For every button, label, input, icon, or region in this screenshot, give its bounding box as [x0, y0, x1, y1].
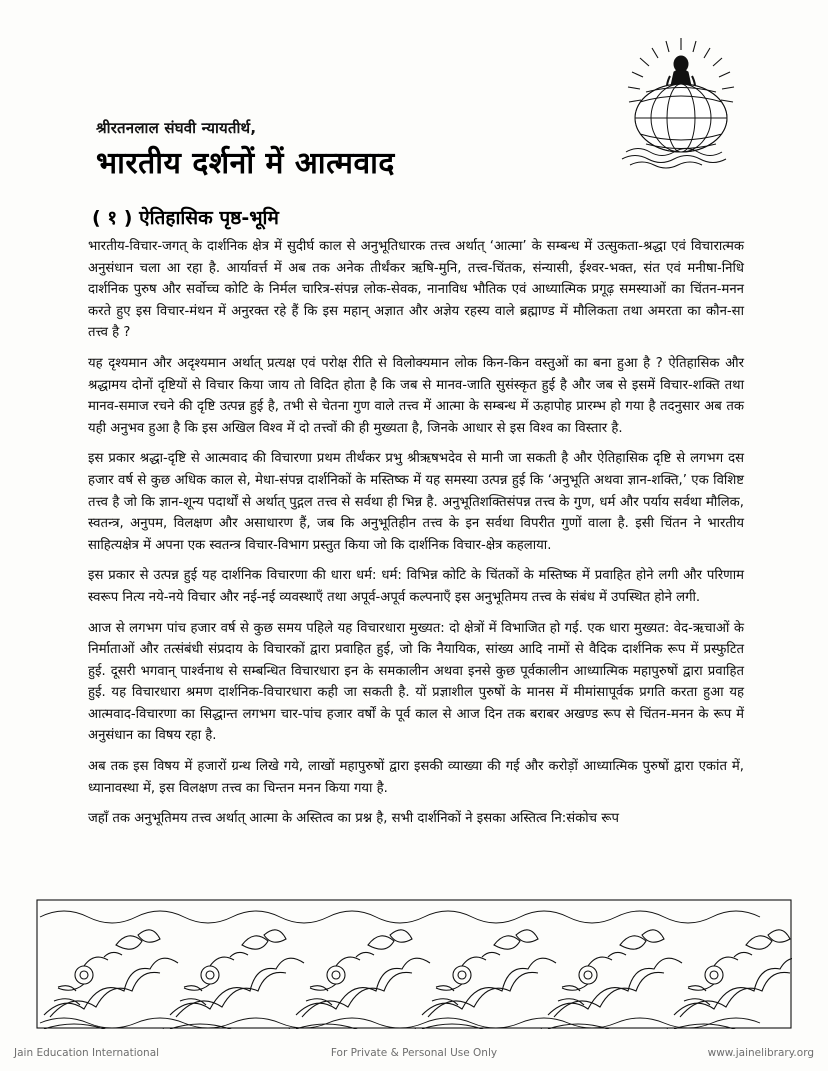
- paragraph: अब तक इस विषय में हजारों ग्रन्थ लिखे गये, लाखों महापुरुषों द्वारा इसकी व्याख्या की गई और करोड़ों आध्यात्मिक पुरुषों द्वारा एकांत में, ध्यानावस्था में, इस विलक्षण तत्त्व का चिन्तन मनन किया गया है.: [88, 759, 744, 796]
- paragraph: यह दृश्यमान और अदृश्यमान अर्थात् प्रत्यक्ष एवं परोक्ष रीति से विलोक्यमान लोक किन-किन वस्तुओं का बना हुआ है ? ऐतिहासिक और श्रद्धामय दोनों दृष्टियों से विचार किया जाय तो विदित होता है कि जब से मानव-जाति सुसंस्कृत हुई है और जब से इसमें विचार-शक्ति तथा मानव-समाज रचने की दृष्टि उत्पन्न हुई है, तभी से चेतना गुण वाले तत्त्व में आत्मा के सम्बन्ध में ऊहापोह प्रारम्भ हो गया है तदनुसार अब तक यही अनुभव हुआ है कि इस अखिल विश्व में दो तत्त्वों की ही मुख्यता है, जिनके आधार से इस विश्व का विस्तार है.: [88, 355, 744, 436]
- paragraph: भारतीय-विचार-जगत् के दार्शनिक क्षेत्र में सुदीर्घ काल से अनुभूतिधारक तत्त्व अर्थात् ‘आत्मा’ के सम्बन्ध में उत्सुकता-श्रद्धा एवं विचारात्मक अनुसंधान चला आ रहा है. आर्यावर्त्त में अब तक अनेक तीर्थंकर ऋषि-मुनि, तत्त्व-चिंतक, संन्यासी, ईश्वर-भक्त, संत एवं मनीषा-निधि दार्शनिक पुरुष और सर्वोच्च कोटि के निर्मल चारित्र-संपन्न लोक-सेवक, नानाविध भौतिक एवं आध्यात्मिक प्रगूढ़ समस्याओं का चिंतन-मनन करते हुए इस विचार-मंथन में अनुरक्त रहे हैं कि इस महान् अज्ञात और अज्ञेय रहस्य वाले ब्रह्माण्ड में मौलिकता तथा अमरता का कौन-सा तत्त्व है ?: [88, 239, 744, 341]
- page-title: भारतीय दर्शनों में आत्मवाद: [96, 146, 395, 181]
- footer-left: Jain Education International: [14, 1047, 160, 1059]
- floral-peacock-border-ornament: [36, 899, 792, 1029]
- paragraph: इस प्रकार श्रद्धा-दृष्टि से आत्मवाद की विचारणा प्रथम तीर्थंकर प्रभु श्रीऋषभदेव से मानी जा सकती है और ऐतिहासिक दृष्टि से लगभग दस हजार वर्ष से कुछ अधिक काल से, मेधा-संपन्न दार्शनिकों के मस्तिष्क में यह समस्या उत्पन्न हुई कि ‘अनुभूति अथवा ज्ञान-शक्ति,’ एक विशिष्ट तत्त्व है जो कि ज्ञान-शून्य पदार्थों से अर्थात् पुद्गल तत्त्व से सर्वथा ही भिन्न है. अनुभूतिशक्तिसंपन्न तत्त्व के गुण, धर्म और पर्याय सर्वथा मौलिक, स्वतन्त्र, अनुपम, विलक्षण और असाधारण हैं, जब कि अनुभूतिहीन तत्त्व के इन सर्वथा विपरीत गुणों वाला है. इसी चिंतन ने भारतीय साहित्यक्षेत्र में अपना एक स्वतन्त्र विचार-विभाग प्रस्तुत किया जो कि दार्शनिक विचार-क्षेत्र कहलाया.: [88, 451, 744, 553]
- jain-siddhashila-globe-emblem: [596, 34, 766, 169]
- paragraph: जहाँ तक अनुभूतिमय तत्त्व अर्थात् आत्मा के अस्तित्व का प्रश्न है, सभी दार्शनिकों ने इसका अस्तित्व नि:संकोच रूप: [88, 811, 619, 827]
- page-footer: [0, 1043, 828, 1063]
- paragraph: इस प्रकार से उत्पन्न हुई यह दार्शनिक विचारणा की धारा धर्म: धर्म: विभिन्न कोटि के चिंतकों के मस्तिष्क में प्रवाहित होने लगी और परिणाम स्वरूप नित्य नये-नये विचार और नई-नई व्यवस्थाएँ तथा अपूर्व-अपूर्व कल्पनाएँ इस अनुभूतिमय तत्त्व के संबंध में उपस्थित होने लगी.: [88, 568, 744, 605]
- body-text: [88, 236, 744, 839]
- footer-center: For Private & Personal Use Only: [330, 1047, 498, 1059]
- footer-right[interactable]: www.jainelibrary.org: [707, 1047, 814, 1059]
- paragraph: आज से लगभग पांच हजार वर्ष से कुछ समय पहिले यह विचारधारा मुख्यत: दो क्षेत्रों में विभाजित हो गई. एक धारा मुख्यत: वेद-ऋचाओं के निर्माताओं और तत्संबंधी संप्रदाय के विचारकों द्वारा प्रवाहित हुई, जो कि नैयायिक, सांख्य आदि नामों से वैदिक दार्शनिक रूप में प्रस्फुटित हुई. दूसरी भगवान् पार्श्वनाथ से सम्बन्धित विचारधारा इन के समकालीन अथवा इनसे कुछ पूर्वकालीन आध्यात्मिक महापुरुषों द्वारा प्रवाहित हुई. यह विचारधारा श्रमण दार्शनिक-विचारधारा कही जा सकती है. यों प्रज्ञाशील पुरुषों के मानस में मीमांसापूर्वक प्रगति करता हुआ यह आत्मवाद-विचारणा का सिद्धान्त लगभग चार-पांच हजार वर्षों के पूर्व काल से आज दिन तक बराबर अखण्ड रूप से चिंतन-मनन के रूप में अनुसंधान का विषय रहा है.: [88, 620, 744, 744]
- title-block: [96, 118, 566, 182]
- section-heading: ( १ ) ऐतिहासिक पृष्ठ-भूमि: [92, 207, 279, 229]
- author-line: श्रीरतनलाल संघवी न्यायतीर्थ,: [96, 119, 257, 137]
- ornamental-border: [36, 899, 792, 1029]
- jain-emblem: [596, 34, 766, 169]
